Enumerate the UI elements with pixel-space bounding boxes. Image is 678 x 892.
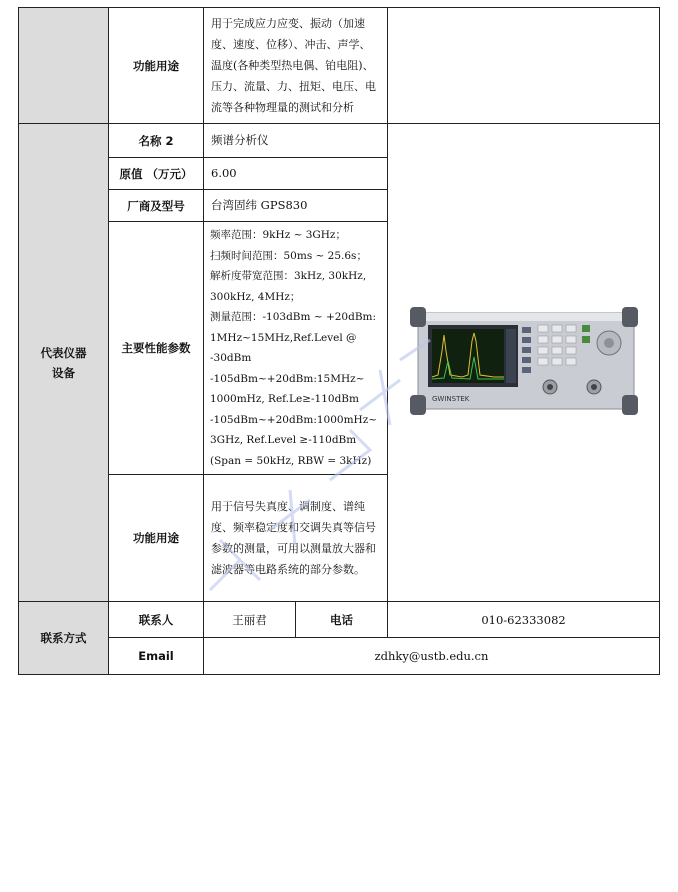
spec-line: (Span = 50kHz, RBW = 3kHz) bbox=[210, 454, 372, 467]
maker-value: 台湾固纬 GPS830 bbox=[204, 190, 388, 222]
info-table bbox=[18, 7, 660, 675]
spec-line: -105dBm~+20dBm:15MHz~ bbox=[210, 372, 365, 385]
top-function-label: 功能用途 bbox=[109, 8, 204, 124]
maker-label: 厂商及型号 bbox=[109, 190, 204, 222]
name-label: 名称 2 bbox=[109, 124, 204, 158]
phone-value: 010-62333082 bbox=[388, 602, 660, 638]
equipment-label-line1: 代表仪器 bbox=[40, 345, 87, 360]
device-brand-text: GWINSTEK bbox=[431, 395, 469, 403]
contact-person-row bbox=[19, 602, 660, 638]
price-label: 原值 （万元） bbox=[109, 158, 204, 190]
spectrum-analyzer-image bbox=[404, 291, 644, 431]
phone-label: 电话 bbox=[296, 602, 388, 638]
spec-line: 1000mHz, Ref.Le≥-110dBm bbox=[210, 393, 359, 405]
equipment-function-label: 功能用途 bbox=[109, 475, 204, 602]
person-label: 联系人 bbox=[109, 602, 204, 638]
top-function-text: 用于完成应力应变、振动（加速度、速度、位移）、冲击、声学、温度(各种类型热电偶、铂电阻)、压力、流量、力、扭矩、电压、电流等各种物理量的测试和分析 bbox=[204, 8, 388, 124]
person-value: 王丽君 bbox=[204, 602, 296, 638]
spec-line: 频率范围：9kHz ~ 3GHz； bbox=[210, 229, 346, 241]
price-value: 6.00 bbox=[204, 158, 388, 190]
email-label: Email bbox=[109, 638, 204, 675]
specs-label: 主要性能参数 bbox=[109, 222, 204, 475]
email-value: zdhky@ustb.edu.cn bbox=[204, 638, 660, 675]
top-section-cell bbox=[19, 8, 109, 124]
equipment-section-label bbox=[19, 124, 109, 602]
spec-line: 测量范围：-103dBm ~ +20dBm: bbox=[210, 311, 377, 323]
top-empty-cell bbox=[388, 8, 660, 124]
spec-line: -105dBm~+20dBm:1000mHz~ bbox=[210, 413, 378, 426]
spec-line: 1MHz~15MHz,Ref.Level @ -30dBm bbox=[210, 331, 357, 364]
device-photo-cell bbox=[388, 124, 660, 602]
name-row bbox=[19, 124, 660, 158]
spec-line: 扫频时间范围：50ms ~ 25.6s； bbox=[210, 249, 367, 262]
top-function-row bbox=[19, 8, 660, 124]
name-value: 频谱分析仪 bbox=[204, 124, 388, 158]
equipment-function-text: 用于信号失真度、调制度、谱纯度、频率稳定度和交调失真等信号参数的测量，可用以测量放大器和滤波器等电路系统的部分参数。 bbox=[204, 475, 388, 602]
specs-value bbox=[204, 222, 388, 475]
spec-line: 300kHz, 4MHz； bbox=[210, 290, 301, 303]
spec-line: 3GHz, Ref.Level ≥-110dBm bbox=[210, 434, 357, 446]
contact-section-label: 联系方式 bbox=[19, 602, 109, 675]
spec-line: 解析度带宽范围：3kHz, 30kHz, bbox=[210, 270, 367, 282]
email-row bbox=[19, 638, 660, 675]
equipment-label-line2: 设备 bbox=[52, 365, 75, 380]
